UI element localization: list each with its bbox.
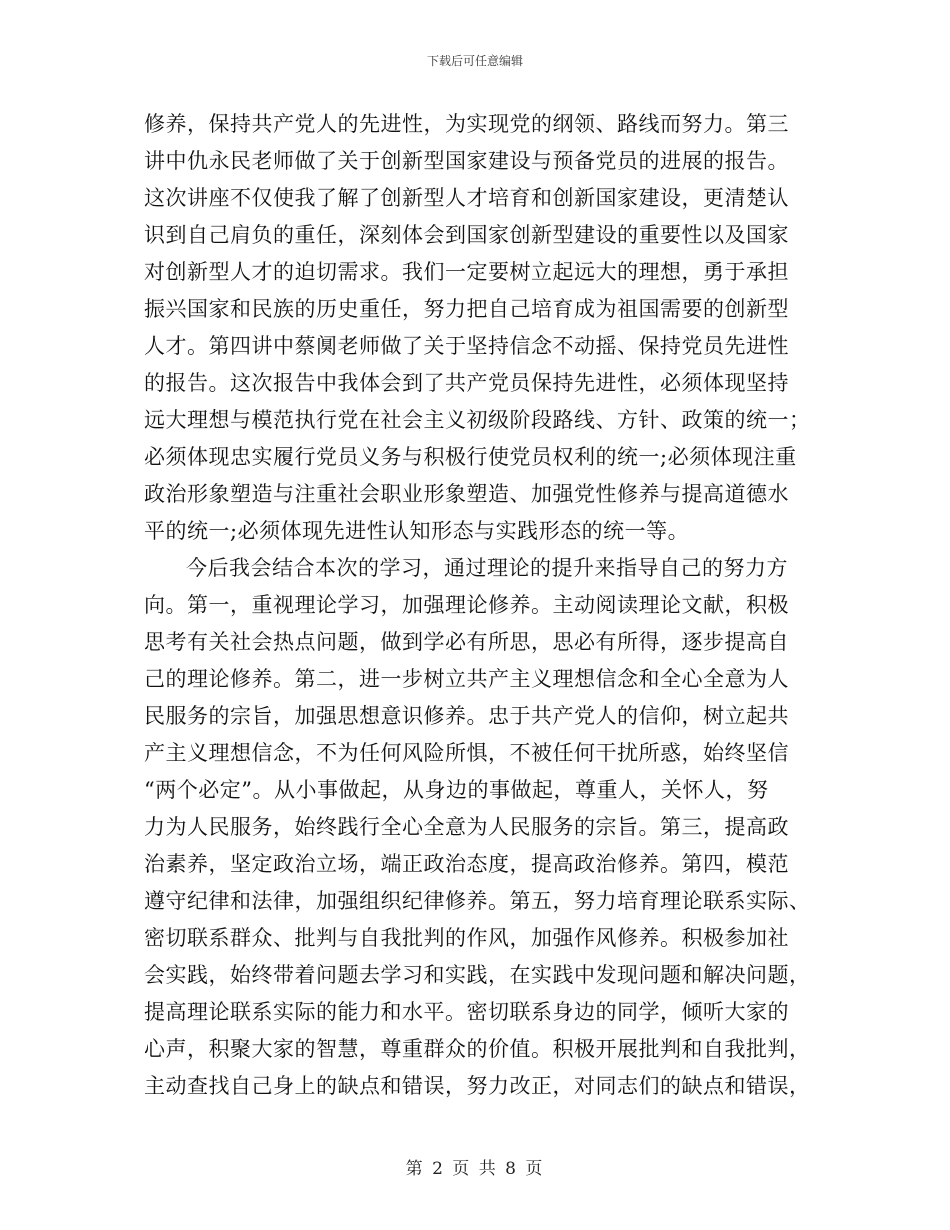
text-line: 思考有关社会热点问题，做到学必有所思，思必有所得，逐步提高自 <box>144 630 789 654</box>
paragraph <box>144 106 811 550</box>
text-line: 民服务的宗旨，加强思想意识修养。忠于共产党人的信仰，树立起共 <box>144 704 789 728</box>
text-line: 政治形象塑造与注重社会职业形象塑造、加强党性修养与提高道德水 <box>144 482 789 506</box>
text-line: 必须体现忠实履行党员义务与积极行使党员权利的统一;必须体现注重 <box>144 445 797 469</box>
text-line: 这次讲座不仅使我了解了创新型人才培育和创新国家建设，更清楚认 <box>144 186 789 210</box>
text-line: 遵守纪律和法律，加强组织纪律修养。第五，努力培育理论联系实际、 <box>144 889 811 913</box>
text-line: 己的理论修养。第二，进一步树立共产主义理想信念和全心全意为人 <box>144 667 789 691</box>
text-line: 讲中仇永民老师做了关于创新型国家建设与预备党员的进展的报告。 <box>144 149 789 173</box>
text-line: 平的统一;必须体现先进性认知形态与实践形态的统一等。 <box>144 519 690 543</box>
paragraph <box>144 550 811 1105</box>
text-line: 会实践，始终带着问题去学习和实践，在实践中发现问题和解决问题， <box>144 963 811 987</box>
text-line: 今后我会结合本次的学习，通过理论的提升来指导自己的努力方 <box>186 556 788 580</box>
text-line: 主动查找自己身上的缺点和错误，努力改正，对同志们的缺点和错误， <box>144 1074 811 1098</box>
text-line: 密切联系群众、批判与自我批判的作风，加强作风修养。积极参加社 <box>144 926 789 950</box>
text-line: 对创新型人才的迫切需求。我们一定要树立起远大的理想，勇于承担 <box>144 260 789 284</box>
text-line: 的报告。这次报告中我体会到了共产党员保持先进性，必须体现坚持 <box>144 371 789 395</box>
text-line: 远大理想与模范执行党在社会主义初级阶段路线、方针、政策的统一； <box>144 408 811 432</box>
text-line: 人才。第四讲中蔡阒老师做了关于坚持信念不动摇、保持党员先进性 <box>144 334 789 358</box>
text-line: 治素养，坚定政治立场，端正政治态度，提高政治修养。第四，模范 <box>144 852 789 876</box>
text-line: 振兴国家和民族的历史重任，努力把自己培育成为祖国需要的创新型 <box>144 297 789 321</box>
text-line: 向。第一，重视理论学习，加强理论修养。主动阅读理论文献，积极 <box>144 593 789 617</box>
text-line: 识到自己肩负的重任，深刻体会到国家创新型建设的重要性以及国家 <box>144 223 789 247</box>
text-line: “两个必定”。从小事做起，从身边的事做起，尊重人，关怀人，努 <box>144 778 769 802</box>
text-line: 提高理论联系实际的能力和水平。密切联系身边的同学，倾听大家的 <box>144 1000 789 1024</box>
text-line: 力为人民服务，始终践行全心全意为人民服务的宗旨。第三，提高政 <box>144 815 789 839</box>
page-header: 下载后可任意编辑 <box>426 54 523 68</box>
document-body <box>144 106 811 1105</box>
text-line: 心声，积聚大家的智慧，尊重群众的价值。积极开展批判和自我批判， <box>144 1037 811 1061</box>
page-number: 第 2 页 共 8 页 <box>405 1159 545 1179</box>
text-line: 修养，保持共产党人的先进性，为实现党的纲领、路线而努力。第三 <box>144 112 789 136</box>
text-line: 产主义理想信念，不为任何风险所惧，不被任何干扰所惑，始终坚信 <box>144 741 789 765</box>
